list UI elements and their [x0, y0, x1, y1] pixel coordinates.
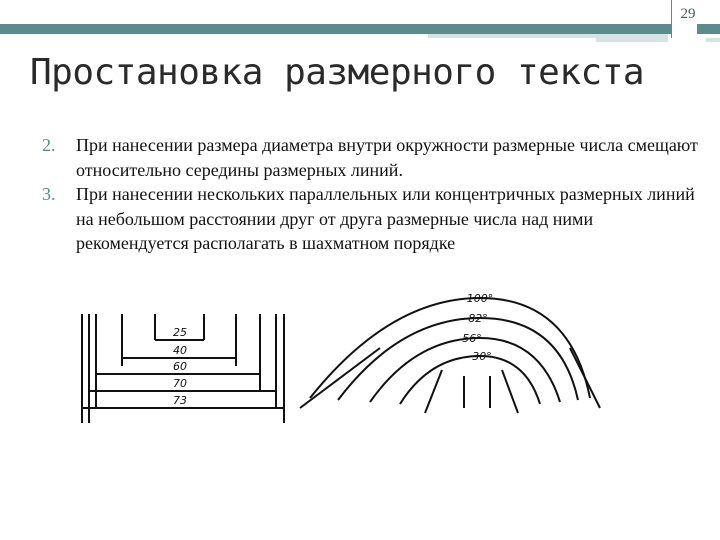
page-number: 29 — [680, 6, 696, 22]
angle-label: 56° — [462, 332, 482, 345]
slide-title: Простановка размерного текста — [30, 52, 645, 93]
dim-label: 70 — [173, 377, 187, 390]
angle-label: 82° — [468, 312, 488, 325]
angle-label: 100° — [466, 292, 494, 305]
header-bar-right — [697, 24, 720, 34]
angle-label: 30° — [472, 350, 492, 363]
dim-label: 40 — [173, 344, 187, 357]
dim-label: 73 — [173, 394, 187, 407]
dimension-figure — [70, 288, 630, 423]
list-item-text: При нанесении размера диаметра внутри окружности размерные числа смещают относительно середины размерных линий. — [76, 135, 698, 180]
list-item-number: 3. — [42, 184, 56, 204]
list-item — [42, 133, 702, 182]
header-divider — [671, 0, 672, 38]
list-item — [42, 182, 702, 256]
dimension-drawing — [70, 288, 630, 423]
list-item-number: 2. — [42, 135, 56, 155]
header-bar — [0, 24, 720, 34]
dim-label: 25 — [173, 326, 187, 339]
list-item-text: При нанесении нескольких параллельных или концентричных размерных линий на небольшом расстоянии друг от друга размерные числа над ними рекомендуется располагать в шахматном порядке — [76, 184, 695, 253]
rules-list — [42, 133, 702, 256]
dim-label: 60 — [173, 360, 187, 373]
header-accent-strip-right — [706, 38, 720, 42]
header-accent-strip-secondary — [596, 38, 668, 42]
